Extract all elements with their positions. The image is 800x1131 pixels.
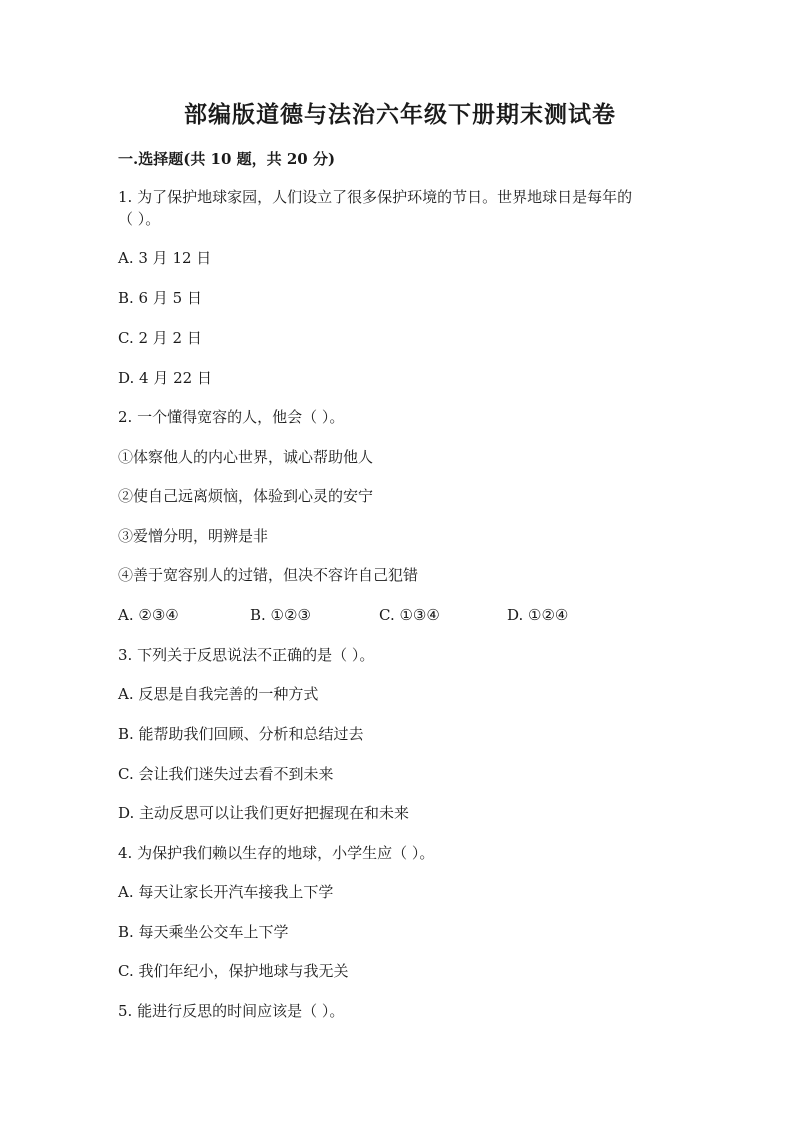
q4-option-c: C. 我们年纪小，保护地球与我无关 [118, 962, 349, 980]
q3-option-d: D. 主动反思可以让我们更好把握现在和未来 [118, 804, 410, 822]
q1-stem-line1: 1. 为了保护地球家园，人们设立了很多保护环境的节日。世界地球日是每年的 [118, 188, 633, 206]
page-title: 部编版道德与法治六年级下册期末测试卷 [184, 101, 616, 128]
q3-option-a: A. 反思是自我完善的一种方式 [118, 685, 319, 703]
q2-stem: 2. 一个懂得宽容的人，他会（ ）。 [118, 408, 345, 426]
q3-option-b: B. 能帮助我们回顾、分析和总结过去 [118, 725, 364, 743]
q2-option-d: D. ①②④ [507, 606, 569, 624]
q4-stem: 4. 为保护我们赖以生存的地球，小学生应（ ）。 [118, 844, 435, 862]
q2-item-1: ①体察他人的内心世界，诚心帮助他人 [118, 448, 374, 466]
q2-option-c: C. ①③④ [379, 606, 440, 624]
q2-item-2: ②使自己远离烦恼，体验到心灵的安宁 [118, 487, 374, 505]
q3-option-c: C. 会让我们迷失过去看不到未来 [118, 765, 334, 783]
q1-option-d: D. 4 月 22 日 [118, 369, 212, 387]
q5-stem: 5. 能进行反思的时间应该是（ ）。 [118, 1002, 345, 1020]
q2-option-b: B. ①②③ [250, 606, 311, 624]
q4-option-b: B. 每天乘坐公交车上下学 [118, 923, 289, 941]
q4-option-a: A. 每天让家长开汽车接我上下学 [118, 883, 334, 901]
q1-option-a: A. 3 月 12 日 [118, 249, 212, 267]
q1-option-b: B. 6 月 5 日 [118, 289, 202, 307]
q2-option-a: A. ②③④ [118, 606, 179, 624]
q2-item-3: ③爱憎分明，明辨是非 [118, 527, 269, 545]
section-heading: 一.选择题(共 10 题，共 20 分) [118, 150, 336, 168]
q3-stem: 3. 下列关于反思说法不正确的是（ ）。 [118, 646, 375, 664]
q1-option-c: C. 2 月 2 日 [118, 329, 202, 347]
q2-options-row [118, 604, 678, 626]
q2-item-4: ④善于宽容别人的过错，但决不容许自己犯错 [118, 566, 419, 584]
q1-stem-line2: （ ）。 [118, 210, 161, 228]
